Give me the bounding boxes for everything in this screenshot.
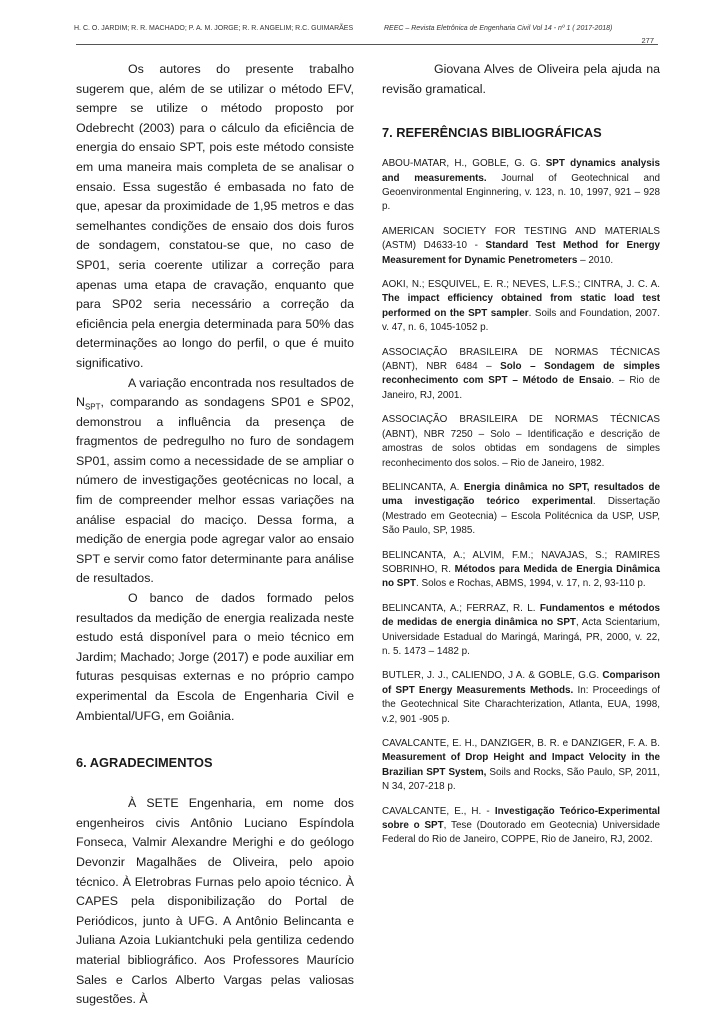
section-title-acknowledgements: 6. AGRADECIMENTOS [76,755,213,771]
reference-authors: AMERICAN SOCIETY FOR TESTING AND MATERIALS (ASTM) D4633-10 - [382,225,660,252]
header-rule [76,44,658,45]
reference-entry [382,602,660,660]
reference-details: . – Rio de Janeiro, RJ, 2001. [382,375,660,401]
paragraph-acknowledgements-cont: Giovana Alves de Oliveira pela ajuda na revisão gramatical. [382,62,660,96]
reference-details: . Solos e Rochas, ABMS, 1994, v. 17, n. 2, 93-110 p. [416,578,646,590]
reference-entry [382,413,660,471]
reference-title: Measurement of Drop Height and Impact Velocity in the Brazilian SPT System, [382,752,660,778]
reference-authors: BELINCANTA, A.; ALVIM, F.M.; NAVAJAS, S.; RAMIRES SOBRINHO, R. [382,549,660,575]
reference-authors: ABOU-MATAR, H., GOBLE, G. G. [382,158,546,170]
reference-title: Investigação Teórico-Experimental sobre o SPT [382,805,661,832]
reference-details: In: Proceedings of the Geotechnical Site Charachterization, Atlanta, EUA, 1998, v.2, 901 -905 p. [382,684,660,725]
reference-entry [382,737,660,795]
reference-authors: CAVALCANTE, E., H. - [382,805,495,817]
reference-title: Comparison of SPT Energy Measurements Methods. [382,670,660,696]
para2-start: A variação encontrada nos resultados de N [76,375,354,410]
para2-rest: , comparando as sondagens SP01 e SP02, demonstrou a influência da presença de fragmentos de pedregulho no furo de sondagem SP01, assim como a necessidade de se ampliar o número de investigações geotécnicas no local, a fim de compreender melhor essas variações na análise espacial do maciço. Dessa forma, a medição de energia pode agregar valor ao ensaio SPT e servir como fator determinante para análise de resultados. [76,395,354,586]
header-journal: REEC – Revista Eletrônica de Engenharia Civil Vol 14 - nº 1 ( 2017-2018) [384,25,613,32]
reference-title: SPT dynamics analysis and measurements. [382,158,660,184]
reference-authors: ASSOCIAÇÃO BRASILEIRA DE NORMAS TÉCNICAS (ABNT), NBR 7250 – Solo – Identificação e descrição de amostras de solos obtidas em sondagens de simples reconhecimento dos solos. – Rio de Janeiro, 1982. [382,414,660,469]
left-column [76,60,354,1010]
reference-entry [382,549,660,592]
reference-title: Métodos para Medida de Energia Dinâmica no SPT [382,563,661,590]
reference-details: , Acta Scientarium, Universidade Estadual do Maringá, Maringá, PR, 2000, v. 22, n. 5. 1473 – 1482 p. [382,617,661,657]
right-column [382,60,660,858]
reference-authors: ASSOCIAÇÃO BRASILEIRA DE NORMAS TÉCNICAS (ABNT), NBR 6484 – [382,346,660,373]
reference-details: Journal of Geotechnical and Geoenvironmental Enginnering, v. 123, n. 10, 1997, 921 – 928 p. [382,172,660,213]
reference-authors: AOKI, N.; ESQUIVEL, E. R.; NEVES, L.F.S.; CINTRA, J. C. A. [382,279,660,291]
nspt-subscript: SPT [84,402,101,412]
reference-authors: BELINCANTA, A. [382,481,464,493]
running-header [62,25,662,45]
reference-title: Standard Test Method for Energy Measurement for Dynamic Penetrometers [382,240,660,266]
section-title-references: 7. REFERÊNCIAS BIBLIOGRÁFICAS [382,125,602,141]
paragraph-acknowledgements: À SETE Engenharia, em nome dos engenheiros civis Antônio Luciano Espíndola Fonseca, Valmir Alexandre Merighi e do geólogo Devonzir Magalhães de Oliveira, pelo apoio técnico. À Eletrobras Furnas pelo apoio técnico. À CAPES pela disponibilização do Portal de Periódicos, junto à UFG. A Antônio Belincanta e Juliana Azoia Lukiantchuki pela gentiliza cedendo material bibliográfico. Aos Professores Maurício Sales e Carlos Alberto Vargas pelas valiosas sugestões. À [76,796,354,1007]
reference-entry [382,278,660,336]
paragraph-recommendation: Os autores do presente trabalho sugerem que, além de se utilizar o método EFV, sempre se utilize o método proposto por Odebrecht (2003) para o cálculo da eficiência de energia do ensaio SPT, pois este método consiste em uma maneira mais completa de se analisar o ensaio. Essa sugestão é embasada no fato de que, apesar da proximidade de 1,95 metros e das semelhantes condições de ensaio dos dois furos de sondagem, constatou-se que, no caso de SP01, seria coerente utilizar a correção para apenas uma etapa de cravação, enquanto que para SP02 seria necessário a correção da eficiência pela energia determinada para 50% das determinações ao longo do perfil, o que é muito significativo. [76,62,354,370]
reference-title: Energia dinâmica no SPT, resultados de uma investigação teórico experimental [382,481,660,508]
reference-entry [382,669,660,727]
reference-details: . Soils and Foundation, 2007. v. 47, n. 6, 1045-1052 p. [382,307,660,334]
reference-authors: BUTLER, J. J., CALIENDO, J A. & GOBLE, G.G. [382,670,603,682]
reference-entry [382,346,660,404]
reference-authors: BELINCANTA, A.; FERRAZ, R. L. [382,602,540,614]
reference-details: Soils and Rocks, São Paulo, SP, 2011, N 34, 207-218 p. [382,766,660,793]
reference-entry [382,805,660,848]
reference-title: The impact efficiency obtained from static load test performed on the SPT sampler [382,293,660,319]
reference-title: Fundamentos e métodos de medidas de energia dinâmica no SPT [382,602,660,629]
reference-details: . Dissertação (Mestrado em Geotecnia) – Escola Politécnica da USP, USP, São Paulo, SP, 1985. [382,496,660,537]
page-number: 277 [641,36,654,45]
header-authors: H. C. O. JARDIM; R. R. MACHADO; P. A. M. JORGE; R. R. ANGELIM; R.C. GUIMARÃES [74,25,354,32]
reference-authors: CAVALCANTE, E. H., DANZIGER, B. R. e DANZIGER, F. A. B. [382,738,660,749]
reference-entry [382,481,660,539]
reference-entry [382,225,660,268]
reference-details: , Tese (Doutorado em Geotecnia) Universidade Federal do Rio de Janeiro, COPPE, Rio de Janeiro, RJ, 2002. [382,820,660,846]
paragraph-variation [76,374,354,590]
reference-title: Solo – Sondagem de simples reconhecimento com SPT – Método de Ensaio [382,361,660,387]
reference-details: – 2010. [577,254,614,266]
reference-entry [382,157,660,215]
paragraph-database: O banco de dados formado pelos resultados da medição de energia realizada neste estudo está disponível para o meio técnico em Jardim; Machado; Jorge (2017) e pode auxiliar em futuras pesquisas externas e no próprio campo experimental da Escola de Engenharia Civil e Ambiental/UFG, em Goiânia. [76,591,354,723]
reference-list [382,157,660,848]
